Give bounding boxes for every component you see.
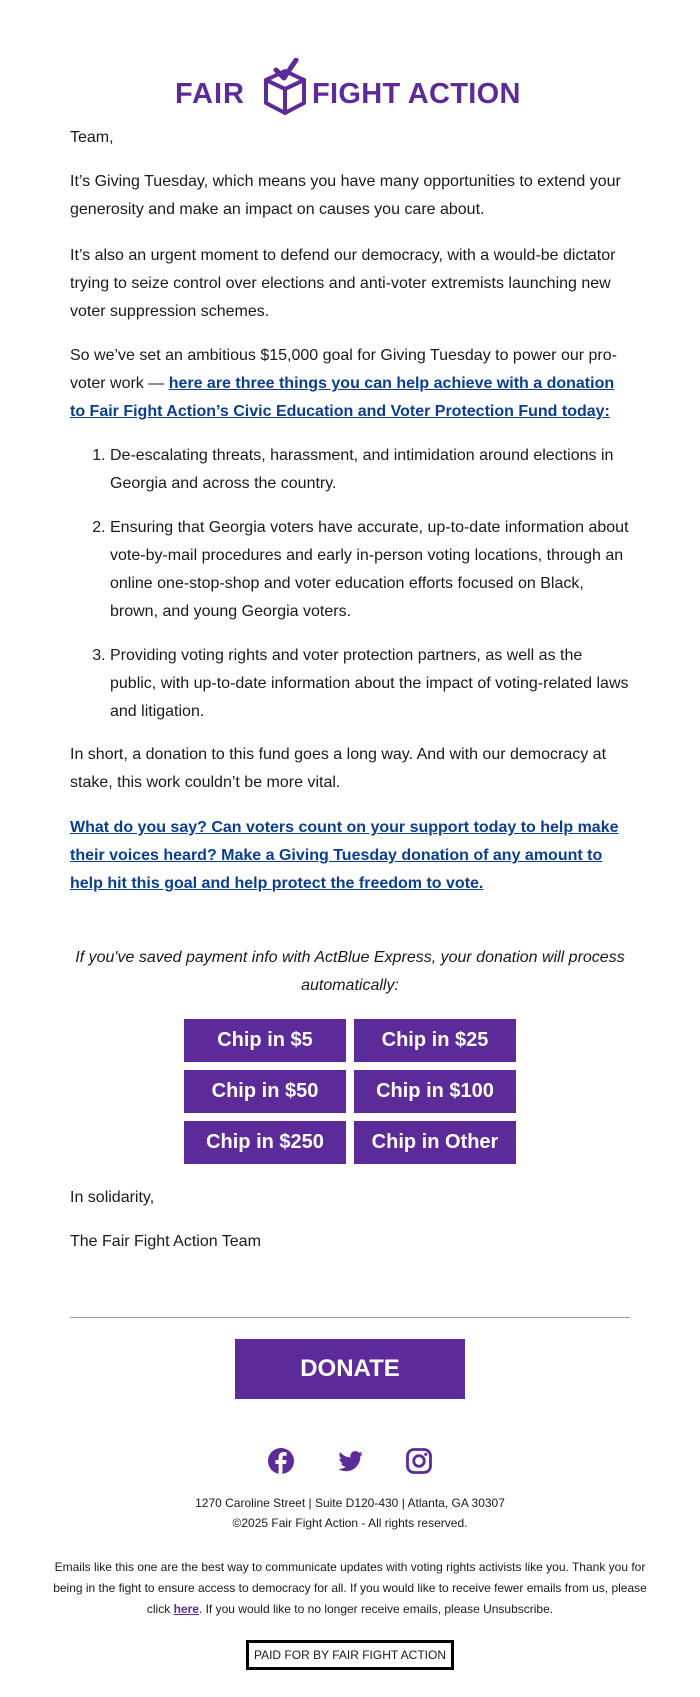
logo-text-fair: FAIR xyxy=(174,78,245,110)
paragraph-urgent-moment: It’s also an urgent moment to defend our democracy, with a would-be dictator trying to seize control over elections and anti-voter extremists launching new voter suppression schemes. xyxy=(70,247,616,320)
paragraph-goal-text: So we’ve set an ambitious $15,000 goal for Giving Tuesday to power our pro-voter work — xyxy=(70,347,617,392)
actblue-express-note: If you've saved payment info with ActBlue Express, your donation will process automatically: xyxy=(75,949,625,994)
paragraph-in-short: In short, a donation to this fund goes a long way. And with our democracy at stake, this work couldn’t be more vital. xyxy=(70,746,607,791)
chip-in-5-button[interactable]: Chip in $5 xyxy=(184,1019,346,1062)
list-item: 2. Ensuring that Georgia voters have accurate, up-to-date information about vote-by-mail procedures and early in-person voting locations, through an online one-stop-shop and voter education efforts focused on Black, brown, and young Georgia voters. xyxy=(110,514,630,626)
chip-in-25-button[interactable]: Chip in $25 xyxy=(354,1019,516,1062)
greeting: Team, xyxy=(70,129,114,146)
chip-in-50-button[interactable]: Chip in $50 xyxy=(184,1070,346,1113)
ballot-box-icon xyxy=(266,60,304,113)
fine-print-text-2: . If you would like to no longer receive emails, please Unsubscribe. xyxy=(198,1602,554,1616)
chip-in-other-button[interactable]: Chip in Other xyxy=(354,1121,516,1164)
copyright: ©2025 Fair Fight Action - All rights reserved. xyxy=(232,1516,468,1530)
paragraph-goal xyxy=(70,342,630,426)
instagram-icon[interactable] xyxy=(405,1447,433,1475)
list-item: 1. De-escalating threats, harassment, and intimidation around elections in Georgia and across the country. xyxy=(110,442,630,498)
paragraph-call-to-action xyxy=(70,814,630,898)
donate-cta-link[interactable]: What do you say? Can voters count on your support today to help make their voices heard? Make a Giving Tuesday donation of any amount to help hit this goal and help protect the freedom to vote. xyxy=(70,819,619,892)
fewer-emails-link[interactable]: here xyxy=(173,1602,199,1616)
paid-for-disclaimer: PAID FOR BY FAIR FIGHT ACTION xyxy=(246,1640,454,1670)
facebook-icon[interactable] xyxy=(267,1447,295,1475)
fine-print-text: Emails like this one are the best way to communicate updates with voting rights activists like you. Thank you for being in the fight to ensure access to democracy for all. If you would like to receive fewer emails from us, please click xyxy=(53,1560,647,1616)
three-things-list xyxy=(70,442,630,742)
paragraph-giving-tuesday: It’s Giving Tuesday, which means you have many opportunities to extend your generosity and make an impact on causes you care about. xyxy=(70,173,621,218)
divider xyxy=(70,1317,630,1318)
three-things-link[interactable]: here are three things you can help achieve with a donation to Fair Fight Action’s Civic Education and Voter Protection Fund today: xyxy=(70,375,615,420)
donate-button[interactable]: DONATE xyxy=(235,1339,465,1399)
chip-in-100-button[interactable]: Chip in $100 xyxy=(354,1070,516,1113)
fair-fight-action-logo xyxy=(0,58,700,118)
email-preferences-note xyxy=(50,1557,650,1620)
signature: The Fair Fight Action Team xyxy=(70,1233,261,1250)
twitter-icon[interactable] xyxy=(336,1447,364,1475)
closing: In solidarity, xyxy=(70,1189,155,1206)
logo-text-fight-action: FIGHT ACTION xyxy=(312,78,521,110)
chip-in-250-button[interactable]: Chip in $250 xyxy=(184,1121,346,1164)
mailing-address: 1270 Caroline Street | Suite D120-430 | Atlanta, GA 30307 xyxy=(195,1496,505,1510)
list-item: 3. Providing voting rights and voter protection partners, as well as the public, with up-to-date information about the impact of voting-related laws and litigation. xyxy=(110,642,630,726)
